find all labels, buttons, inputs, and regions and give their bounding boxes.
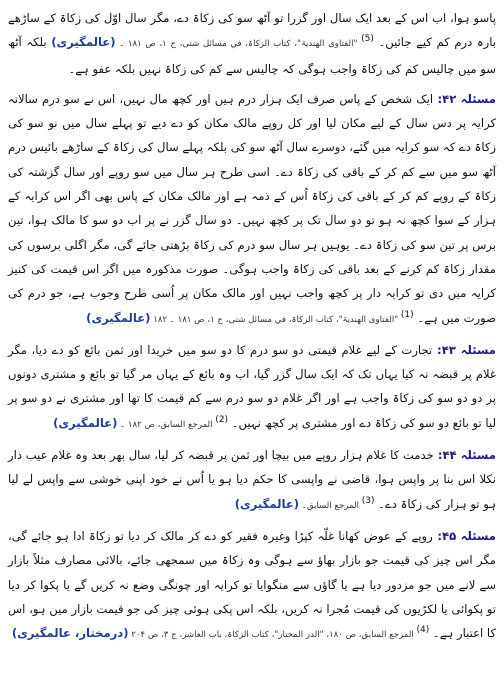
footnote-marker: (5): [361, 34, 374, 45]
reference-citation: "الفتاوی الھندیۃ"، کتاب الزکاۃ، في مسائل شتی، ج ۱، ص ۱۸۱ ۔: [115, 39, 362, 50]
paragraph-p42: [8, 87, 496, 332]
paragraph-text: ایک شخص کے پاس صرف ایک ہزار درم ہیں اور کچھ مال نہیں، اس نے سو درم سالانہ کرایہ پر دس سال کے لیے مکان لیا اور کل روپے مالک مکان کو دے دیے تو پہلے سال میں نو سو کی زکاۃ دے کہ سو کرایہ میں گئے، دوسرے سال آٹھ سو کی بلکہ پہلے سال کی زکاۃ کے ساڑھے بائیس درم آٹھ سو میں سے کم کر کے باقی کی زکاۃ دے۔ اسی طرح ہر سال میں سو روپے اور سال گزشتہ کی زکاۃ کے روپے کم کر کے باقی کی زکاۃ اُس کے ذمہ ہے اور مالک مکان کے پاس بھی اگر اس کرایہ کے ہزار کے سوا کچھ نہ ہو تو دو سال تک پر کچھ نہیں۔ دو سال گزر نے پر اب دو سو کا مالک ہوا، تین برس پر تین سو کی زکاۃ دے۔ یوہیں ہر سال سو درم کی زکاۃ بڑھتی جائے گی، مگر اگلی برسوں کی مقدار زکاۃ کم کرنے کے بعد باقی کی زکاۃ واجب ہوگی۔ صورت مذکورہ میں اگر اس قیمت کی کنیز کرایہ میں دی تو کرایہ دار پر کچھ واجب نہیں اور مالک مکان پر اُسی طرح وجوب ہے، جو درم کی صورت میں ہے۔: [8, 91, 496, 325]
source-note: (عالمگیری): [234, 496, 300, 511]
paragraph-text: بلکہ آٹھ سو میں چالیس کم کی زکاۃ واجب ہوگی کہ چالیس سے کم کی زکاۃ نہیں بلکہ عفو ہے۔: [8, 35, 496, 76]
masala-label: مسئلہ ۴۴:: [433, 448, 496, 463]
footnote-marker: (1): [400, 309, 414, 320]
paragraph-p43: [8, 338, 496, 437]
footnote-marker: (2): [215, 414, 229, 425]
source-note: (عالمگیری): [51, 35, 116, 50]
paragraph-p44: [8, 443, 496, 518]
footnote-marker: (3): [361, 495, 375, 506]
source-note: (عالمگیری): [86, 310, 151, 325]
paragraph-text: تجارت کے لیے غلام قیمتی دو سو درم کا دو سو میں خریدا اور ثمن بائع کو دے دیا، مگر غلام پر قبضہ نہ کیا یہاں تک کہ ایک سال گزر گیا، اب وہ بائع کے یہاں مر گیا تو بائع و مشتری دونوں پر دو دو سو کی زکاۃ واجب ہے اور اگر غلام دو سو درم سے کم قیمت کا تھا اور مشتری نے دو سو پر لیا تو بائع دو سو کی زکاۃ دے اور مشتری پر کچھ نہیں۔: [8, 342, 496, 430]
reference-citation: المرجع السابق۔: [299, 500, 362, 511]
reference-citation: المرجع السابق، ص ۱۸۰، "الدر المختار"، کتاب الزکاۃ، باب العاشر، ج ۳، ص ۲۰۴: [128, 630, 417, 641]
paragraph-text: خدمت کا غلام ہزار روپے میں بیچا اور ثمن پر قبضہ کر لیا، سال بھر بعد وہ غلام عیب دار نکلا اس بنا پر واپس ہوا، قاضی نے واپسی کا حکم دیا ہو یا اُس نے خود اپنی خوشی سے واپس لے لیا ہو تو ہزار کی زکاۃ دے۔: [8, 448, 496, 511]
reference-citation: المرجع السابق، ص ۱۸۲ ۔: [117, 419, 216, 430]
paragraph-text: پاسو ہوا، اب اس کے بعد ایک سال اور گزرا تو آٹھ سو کی زکاۃ دے، مگر سال اوّل کی زکاۃ کے ساڑھے بارہ درم کم کیے جائیں۔: [8, 11, 497, 50]
reference-citation: "الفتاوی الھندیۃ"، کتاب الزکاۃ، في مسائل شتی، ج ۱، ص ۱۸۱ ۔ ۱۸۲: [150, 314, 401, 325]
masala-label: مسئلہ ۴۵:: [432, 528, 496, 543]
paragraph-p45: [8, 524, 496, 647]
source-note: (عالمگیری): [53, 415, 118, 430]
paragraph-text: روپے کے عوض کھانا غلّہ کپڑا وغیرہ فقیر کو دے کر مالک کر دیا تو زکاۃ ادا ہو جائے گی، مگر اس چیز کی قیمت جو بازار بھاؤ سے ہوگی وہ زکاۃ میں سمجھی جائے، بالائی مصارف مثلاً بازار سے لانے میں جو مزدور دیا ہے یا گاؤں سے منگوایا تو کرایہ اور چونگی وضع نہ کریں گے یا پکوا کر دیا تو پکوائی یا لکڑیوں کی قیمت مُجرا نہ کریں، بلکہ اس پکی ہوئی چیز کی جو قیمت بازار میں ہو، اس کا اعتبار ہے۔: [8, 528, 496, 641]
paragraph-p0: [8, 6, 496, 81]
masala-label: مسئلہ ۴۳:: [432, 342, 496, 357]
source-note: (درمختار، عالمگیری): [11, 626, 129, 641]
masala-label: مسئلہ ۴۲:: [433, 91, 496, 106]
footnote-marker: (4): [416, 625, 430, 636]
